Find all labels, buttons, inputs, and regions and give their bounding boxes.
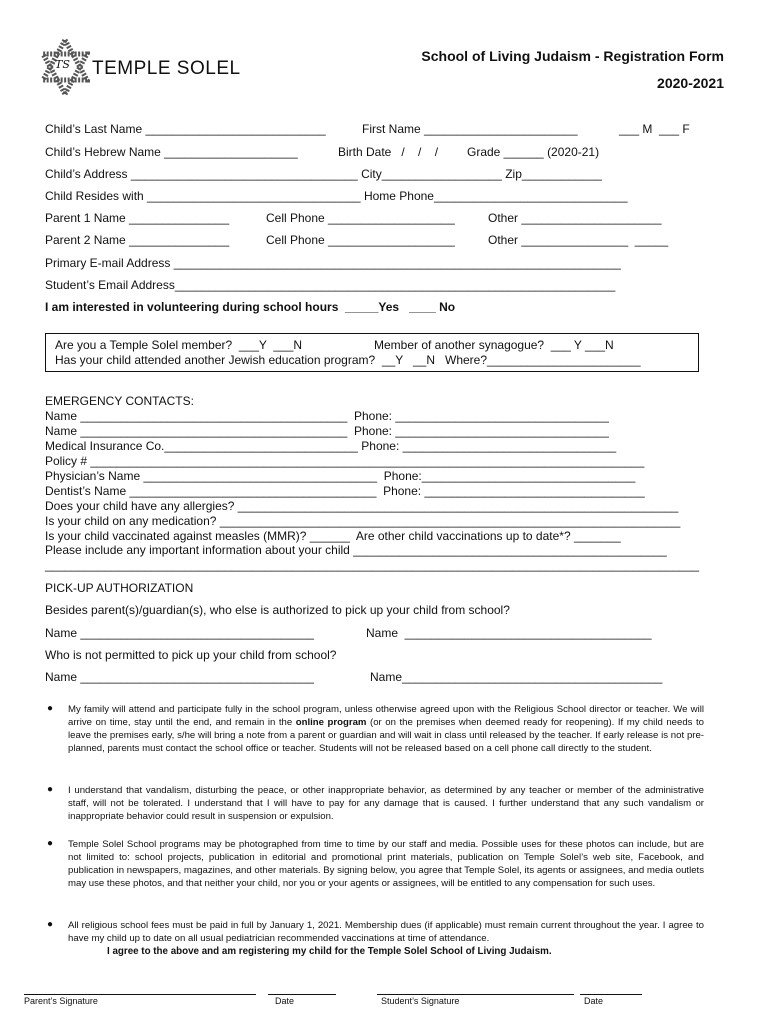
other-synagogue-question[interactable]: Member of another synagogue? ___ Y ___N xyxy=(374,338,614,352)
primary-email-field[interactable]: Primary E-mail Address ___________________________________________________________________ xyxy=(45,256,621,270)
allergies-field[interactable]: Does your child have any allergies? __________________________________________________________________ xyxy=(45,499,679,513)
dentist-field[interactable]: Dentist’s Name _____________________________________ Phone: _________________________________ xyxy=(45,484,645,498)
bullet-icon: ● xyxy=(47,703,54,714)
student-date-label: Date xyxy=(584,996,604,1006)
parent-signature-line[interactable] xyxy=(24,994,256,995)
resides-with-field[interactable]: Child Resides with ________________________________ Home Phone_____________________________ xyxy=(45,189,628,203)
parent2-other-field[interactable]: Other ________________ _____ xyxy=(488,233,669,247)
not-permitted-name-1[interactable]: Name ___________________________________ xyxy=(45,670,314,684)
bullet-icon: ● xyxy=(47,784,54,795)
logo-mark: TS xyxy=(55,58,70,71)
volunteer-field[interactable]: I am interested in volunteering during school hours _____Yes ____ No xyxy=(45,300,456,314)
policy-attendance: My family will attend and participate fully in the school program, unless otherwise agreed upon with the Religious School director or teacher. We will arrive on time, stay until the end, and remain in the online program (or on the premises when deemed ready for reopening). If my child needs to leave the premises early, s/he will bring a note from a parent or guardian and will wait in class until released by the teacher. If early release is not pre-planned, parents must contact the school office or teacher. Students will not be released based on a cell phone call directly to the student. xyxy=(68,704,705,754)
policy-vandalism: I understand that vandalism, disturbing the peace, or other inappropriate behavior, as determined by any teacher or member of the administrative staff, will not be tolerated. I understand that I will have to pay for any damage that is caused. I further understand that any such vandalism or inappropriate behavior could result in suspension or expulsion. xyxy=(68,785,704,822)
medical-insurance-field[interactable]: Medical Insurance Co._____________________________ Phone: ________________________________ xyxy=(45,439,617,453)
student-signature-label: Student’s Signature xyxy=(381,996,460,1006)
hebrew-name-field[interactable]: Child’s Hebrew Name ____________________ xyxy=(45,145,298,159)
important-info-extra-line[interactable]: __________________________________________________________________________________________________ xyxy=(45,558,700,572)
parent-signature-label: Parent’s Signature xyxy=(24,996,98,1006)
physician-field[interactable]: Physician’s Name ___________________________________ Phone:________________________________ xyxy=(45,469,636,483)
policy-fees: All religious school fees must be paid in full by January 1, 2021. Membership dues (if applicable) must remain current throughout the year. I agree to have my child up to date on all usual pediatrician recommended vaccinations at time of attendance. xyxy=(68,920,704,944)
prior-education-question[interactable]: Has your child attended another Jewish education program? __Y __N Where?_______________________ xyxy=(55,353,641,367)
student-date-line[interactable] xyxy=(580,994,642,995)
pickup-heading: PICK-UP AUTHORIZATION xyxy=(45,581,194,595)
parent1-cell-field[interactable]: Cell Phone ___________________ xyxy=(266,211,455,225)
logo-text: TEMPLE SOLEL xyxy=(92,58,241,79)
child-last-name-field[interactable]: Child’s Last Name ___________________________ xyxy=(45,122,326,136)
gender-field[interactable]: ___ M ___ F xyxy=(619,122,690,136)
student-email-field[interactable]: Student’s Email Address__________________________________________________________________ xyxy=(45,278,616,292)
pickup-authorized-question: Besides parent(s)/guardian(s), who else is authorized to pick up your child from school? xyxy=(45,603,510,617)
bullet-icon: ● xyxy=(47,838,54,849)
important-info-field[interactable]: Please include any important information about your child _______________________________________________ xyxy=(45,543,667,557)
parent2-name-field[interactable]: Parent 2 Name _______________ xyxy=(45,233,230,247)
authorized-name-2[interactable]: Name _____________________________________ xyxy=(366,626,652,640)
logo xyxy=(40,38,241,100)
medication-field[interactable]: Is your child on any medication? _____________________________________________________________________ xyxy=(45,514,681,528)
form-title: School of Living Judaism - Registration Form xyxy=(421,48,724,64)
parent2-cell-field[interactable]: Cell Phone ___________________ xyxy=(266,233,455,247)
parent1-name-field[interactable]: Parent 1 Name _______________ xyxy=(45,211,230,225)
not-permitted-name-2[interactable]: Name_______________________________________ xyxy=(370,670,663,684)
parent-date-line[interactable] xyxy=(268,994,336,995)
pickup-not-permitted-question: Who is not permitted to pick up your child from school? xyxy=(45,648,337,662)
membership-question[interactable]: Are you a Temple Solel member? ___Y ___N xyxy=(55,338,303,352)
birth-date-field[interactable]: Birth Date / / / xyxy=(338,145,439,159)
address-field[interactable]: Child’s Address __________________________________ City__________________ Zip____________ xyxy=(45,167,602,181)
policy-photography: Temple Solel School programs may be photographed from time to time by our staff and media. Possible uses for these photos can include, but are not limited to: school projects, publication in editorial and promotional print materials, publication on Temple Solel’s web site, Facebook, and publication in newspapers, magazines, and other materials. By signing below, you agree that Temple Solel, its agents or assignees, and media outlets may use these photos, and that neither your child, nor you or your agents or assignees, will be entitled to any compensation for such uses. xyxy=(68,839,704,889)
student-signature-line[interactable] xyxy=(377,994,574,995)
policy-number-field[interactable]: Policy # ___________________________________________________________________________________ xyxy=(45,454,645,468)
emergency-name-2[interactable]: Name ________________________________________ Phone: ________________________________ xyxy=(45,424,609,438)
agreement-statement: I agree to the above and am registering my child for the Temple Solel School of Living Judaism. xyxy=(107,946,552,957)
grade-field[interactable]: Grade ______ (2020-21) xyxy=(467,145,600,159)
authorized-name-1[interactable]: Name ___________________________________ xyxy=(45,626,314,640)
emergency-name-1[interactable]: Name ________________________________________ Phone: ________________________________ xyxy=(45,409,609,423)
bullet-icon: ● xyxy=(47,919,54,930)
parent-date-label: Date xyxy=(275,996,295,1006)
emergency-heading: EMERGENCY CONTACTS: xyxy=(45,394,194,408)
first-name-field[interactable]: First Name _______________________ xyxy=(362,122,578,136)
parent1-other-field[interactable]: Other _____________________ xyxy=(488,211,662,225)
vaccination-field[interactable]: Is your child vaccinated against measles (MMR)? ______ Are other child vaccinations up to date*? _______ xyxy=(45,529,621,543)
form-year: 2020-2021 xyxy=(657,75,724,91)
